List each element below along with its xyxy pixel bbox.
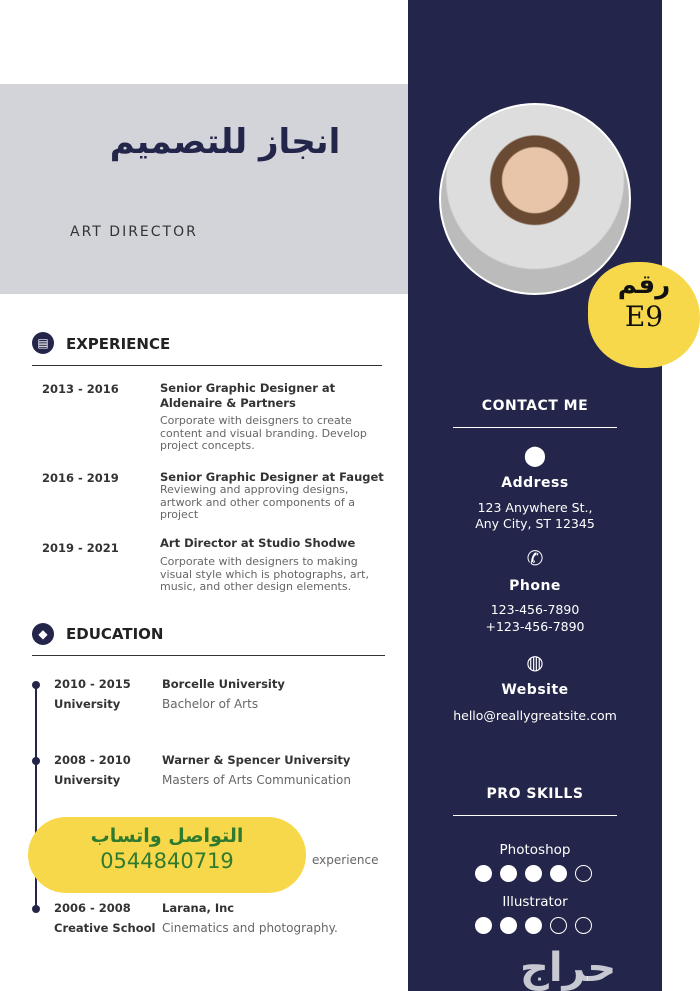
experience-description: Reviewing and approving designs, artwork and other components of a project bbox=[160, 483, 355, 521]
phone-icon: ✆ bbox=[526, 546, 544, 570]
job-title: ART DIRECTOR bbox=[70, 224, 198, 240]
education-school: Larana, Inc bbox=[162, 901, 235, 915]
location-pin-icon: ⬤ bbox=[523, 443, 547, 467]
skill-dot bbox=[525, 917, 542, 934]
divider bbox=[32, 365, 382, 366]
divider bbox=[453, 815, 617, 816]
skill-rating bbox=[475, 865, 592, 882]
website-label: Website bbox=[501, 682, 569, 698]
profile-photo bbox=[439, 103, 631, 295]
skill-name: Photoshop bbox=[499, 842, 571, 858]
address-line: 123 Anywhere St., bbox=[477, 500, 593, 515]
education-school: Borcelle University bbox=[162, 677, 285, 691]
education-type: Creative School bbox=[54, 921, 156, 935]
haraj-watermark-logo: حراج bbox=[520, 945, 617, 991]
globe-icon: ◍ bbox=[526, 650, 544, 674]
skill-dot bbox=[475, 917, 492, 934]
education-description: experience bbox=[312, 853, 379, 867]
timeline-dot bbox=[32, 757, 40, 765]
education-type: University bbox=[54, 773, 121, 787]
education-years: 2010 - 2015 bbox=[54, 677, 131, 691]
skill-dot bbox=[475, 865, 492, 882]
code-badge bbox=[588, 262, 700, 368]
whatsapp-contact-banner[interactable] bbox=[28, 817, 306, 893]
timeline-dot bbox=[32, 905, 40, 913]
skill-rating bbox=[475, 917, 592, 934]
skill-dot bbox=[575, 917, 592, 934]
education-type: University bbox=[54, 697, 121, 711]
phone-number[interactable]: 123-456-7890 bbox=[490, 602, 580, 617]
phone-number[interactable]: +123-456-7890 bbox=[485, 619, 585, 634]
education-school: Warner & Spencer University bbox=[162, 753, 351, 767]
experience-years: 2016 - 2019 bbox=[42, 471, 119, 485]
skill-dot bbox=[550, 865, 567, 882]
experience-years: 2019 - 2021 bbox=[42, 541, 119, 555]
skill-dot bbox=[550, 917, 567, 934]
education-years: 2008 - 2010 bbox=[54, 753, 131, 767]
education-years: 2006 - 2008 bbox=[54, 901, 131, 915]
skill-dot bbox=[500, 917, 517, 934]
skill-name: Illustrator bbox=[502, 894, 568, 910]
skill-dot bbox=[500, 865, 517, 882]
badge-label: رقم bbox=[617, 270, 671, 300]
experience-description: Corporate with deisgners to create content and visual branding. Develop project concepts. bbox=[160, 414, 367, 452]
divider bbox=[453, 427, 617, 428]
address-line: Any City, ST 12345 bbox=[475, 516, 595, 531]
education-description: Bachelor of Arts bbox=[162, 697, 259, 711]
experience-title: Senior Graphic Designer at Fauget bbox=[160, 470, 384, 484]
education-description: Masters of Arts Communication bbox=[162, 773, 351, 787]
website-link[interactable]: hello@reallygreatsite.com bbox=[453, 708, 617, 723]
address-label: Address bbox=[501, 475, 569, 491]
header-band bbox=[0, 84, 408, 294]
experience-description: Corporate with designers to making visual style which is photographs, art, music, and other design elements. bbox=[160, 555, 369, 593]
education-description: Cinematics and photography. bbox=[162, 921, 338, 935]
skill-dot bbox=[575, 865, 592, 882]
phone-label: Phone bbox=[509, 578, 561, 594]
whatsapp-label: التواصل واتساب bbox=[90, 825, 244, 847]
badge-code: E9 bbox=[624, 300, 664, 333]
page-title: انجاز للتصميم bbox=[109, 122, 341, 162]
timeline-dot bbox=[32, 681, 40, 689]
divider bbox=[32, 655, 385, 656]
skill-dot bbox=[525, 865, 542, 882]
experience-title: Art Director at Studio Shodwe bbox=[160, 536, 356, 550]
experience-heading: EXPERIENCE bbox=[66, 335, 171, 353]
education-heading: EDUCATION bbox=[66, 625, 164, 643]
contact-heading: CONTACT ME bbox=[481, 398, 589, 414]
graduation-cap-icon: ◆ bbox=[32, 623, 54, 645]
briefcase-icon: ▤ bbox=[32, 332, 54, 354]
experience-title: Senior Graphic Designer at Aldenaire & Partners bbox=[160, 381, 336, 410]
experience-years: 2013 - 2016 bbox=[42, 382, 119, 396]
whatsapp-phone: 0544840719 bbox=[100, 849, 234, 873]
skills-heading: PRO SKILLS bbox=[486, 786, 584, 802]
